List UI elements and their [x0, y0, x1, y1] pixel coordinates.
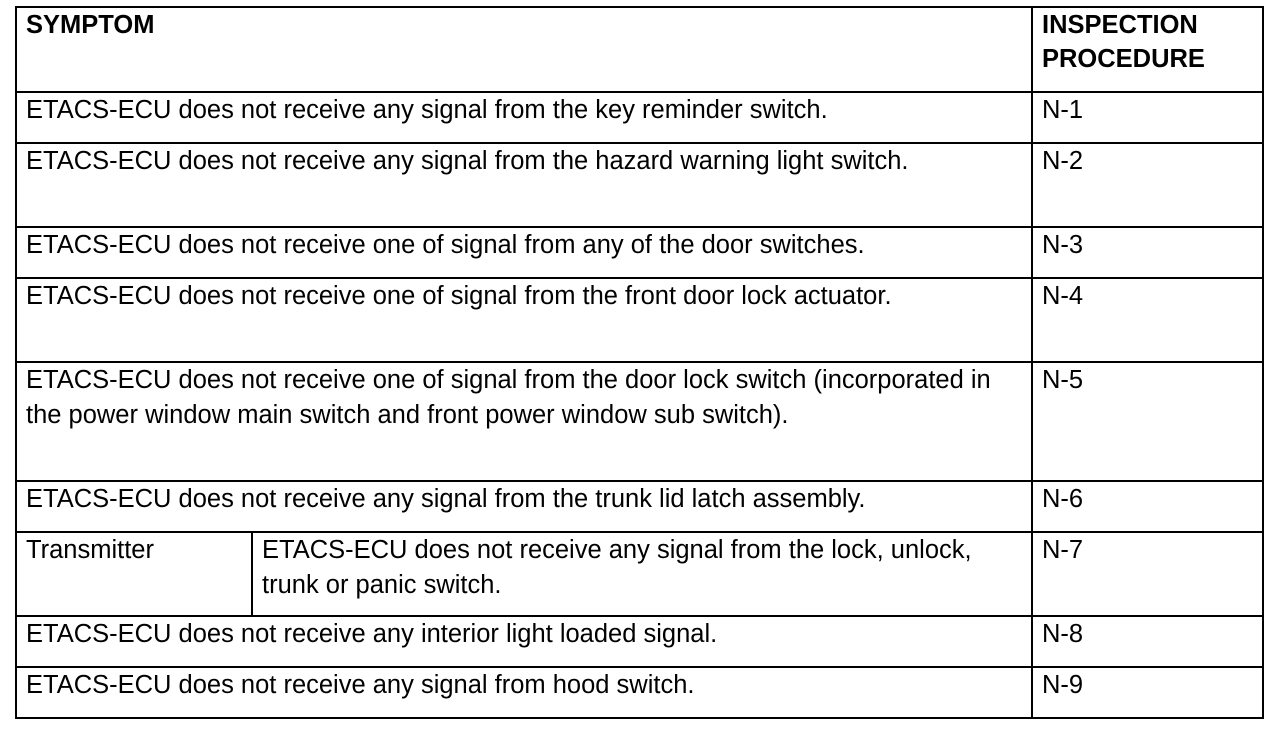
symptom-cell: ETACS-ECU does not receive one of signal from the door lock switch (incorporated in the power window main switch and front power window sub switch). — [16, 362, 1032, 481]
symptom-cell: ETACS-ECU does not receive any signal from the key reminder switch. — [16, 92, 1032, 143]
procedure-cell: N-5 — [1032, 362, 1263, 481]
table-row — [16, 143, 1263, 227]
symptom-cell: ETACS-ECU does not receive any signal from the hazard warning light switch. — [16, 143, 1032, 227]
symptom-cell: ETACS-ECU does not receive any signal from hood switch. — [16, 667, 1032, 718]
table-row — [16, 667, 1263, 718]
procedure-cell: N-4 — [1032, 278, 1263, 362]
symptom-cell: ETACS-ECU does not receive any signal from the lock, unlock, trunk or panic switch. — [252, 532, 1032, 616]
table-row — [16, 362, 1263, 481]
header-row — [16, 7, 1263, 92]
procedure-cell: N-2 — [1032, 143, 1263, 227]
table-row — [16, 227, 1263, 278]
procedure-cell: N-6 — [1032, 481, 1263, 532]
procedure-cell: N-8 — [1032, 616, 1263, 667]
procedure-cell: N-9 — [1032, 667, 1263, 718]
symptom-cell: ETACS-ECU does not receive one of signal from the front door lock actuator. — [16, 278, 1032, 362]
procedure-cell: N-1 — [1032, 92, 1263, 143]
procedure-cell: N-7 — [1032, 532, 1263, 616]
symptom-table — [15, 6, 1264, 719]
table-row — [16, 92, 1263, 143]
procedure-cell: N-3 — [1032, 227, 1263, 278]
table-row — [16, 278, 1263, 362]
symptom-cell: ETACS-ECU does not receive any signal from the trunk lid latch assembly. — [16, 481, 1032, 532]
header-symptom: SYMPTOM — [16, 7, 1032, 92]
table-row — [16, 532, 1263, 616]
table-row — [16, 616, 1263, 667]
category-cell: Transmitter — [16, 532, 252, 616]
header-inspection-procedure: INSPECTION PROCEDURE — [1032, 7, 1263, 92]
symptom-cell: ETACS-ECU does not receive any interior light loaded signal. — [16, 616, 1032, 667]
table-row — [16, 481, 1263, 532]
symptom-cell: ETACS-ECU does not receive one of signal from any of the door switches. — [16, 227, 1032, 278]
